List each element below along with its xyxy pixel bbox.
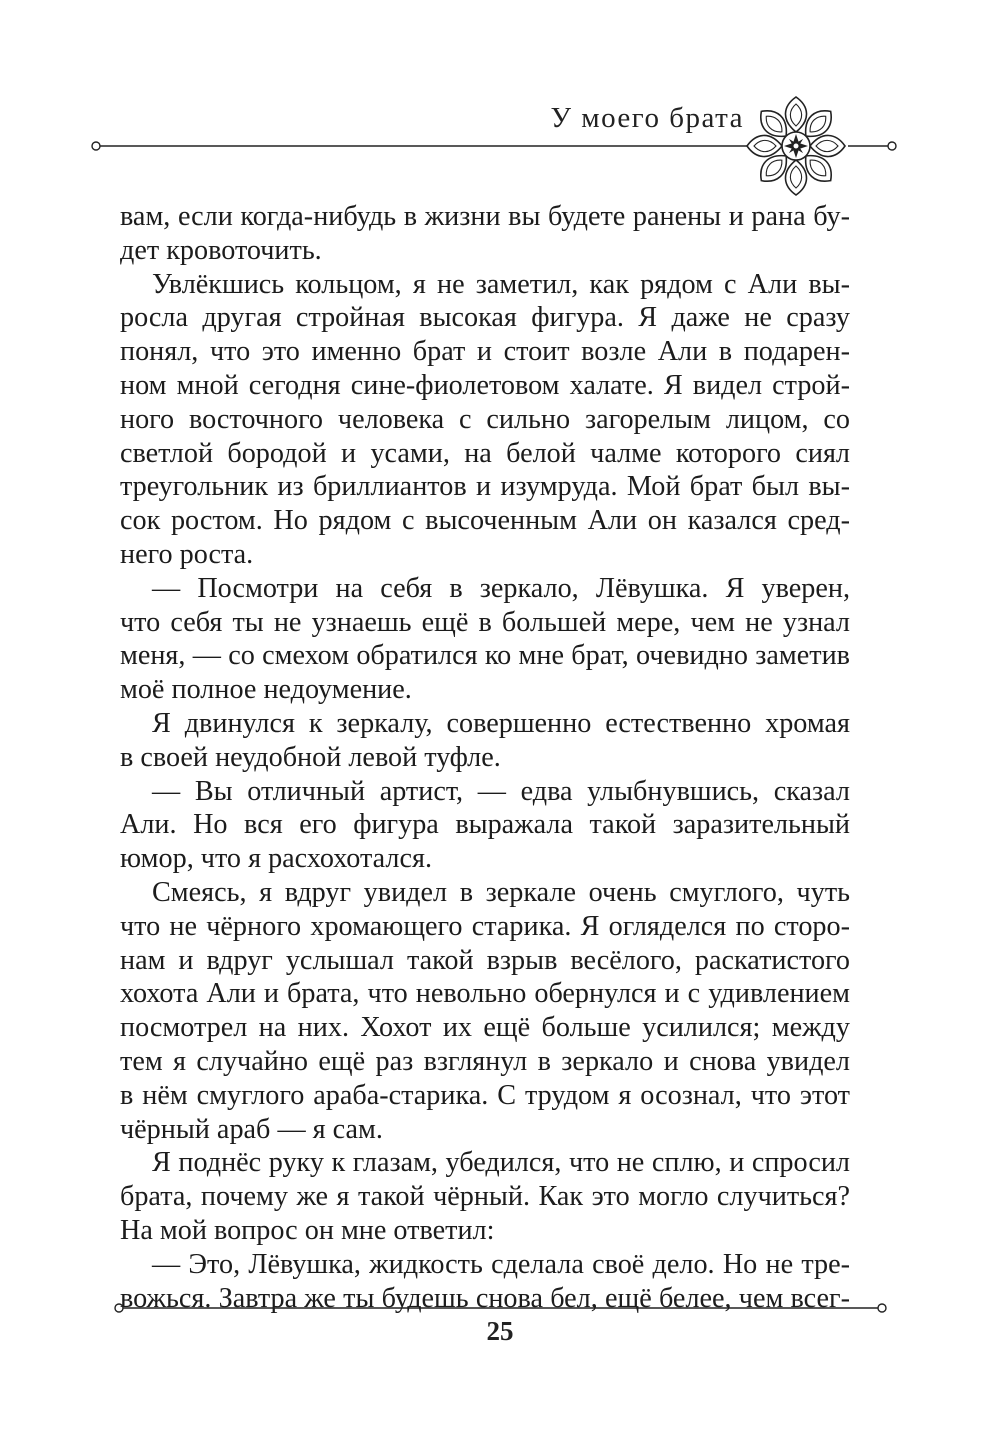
text-line: светлой бородой и усами, на белой чалме которого сиял (120, 437, 850, 469)
text-line: Увлёкшись кольцом, я не заметил, как рядом с Али вы- (152, 268, 850, 300)
text-line: что не чёрного хромающего старика. Я огляделся по сторо- (120, 910, 850, 942)
text-line: — Вы отличный артист, — едва улыбнувшись, сказал (152, 775, 850, 807)
text-line: чёрный араб — я сам. (120, 1113, 383, 1145)
text-line: ного восточного человека с сильно загорелым лицом, со (120, 403, 850, 435)
text-line: сок ростом. Но рядом с высоченным Али он казался сред- (120, 505, 850, 537)
body-text (120, 200, 850, 1315)
text-line: — Посмотри на себя в зеркало, Лёвушка. Я уверен, (152, 572, 850, 604)
text-line: треугольник из бриллиантов и изумруда. Мой брат был вы- (120, 471, 850, 503)
text-line: нам и вдруг услышал такой взрыв весёлого, раскатистого (120, 944, 850, 976)
running-header-title: У моего брата (550, 102, 744, 134)
text-line: юмор, что я расхохотался. (120, 843, 432, 875)
text-line: вам, если когда-нибудь в жизни вы будете ранены и рана бу- (120, 201, 850, 232)
text-line: него роста. (120, 538, 254, 570)
page-number: 25 (486, 1316, 514, 1346)
footer-rule (112, 1302, 892, 1314)
text-line: Я двинулся к зеркалу, совершенно естественно хромая (152, 707, 850, 739)
text-line: меня, — со смехом обратился ко мне брат, очевидно заметив (120, 640, 850, 672)
text-line: росла другая стройная высокая фигура. Я даже не сразу (120, 302, 850, 334)
text-line: в нём смуглого араба-старика. С трудом я осознал, что этот (120, 1079, 850, 1111)
text-line: посмотрел на них. Хохот их ещё больше усилился; между (120, 1012, 850, 1044)
text-line: — Это, Лёвушка, жидкость сделала своё дело. Но не тре- (152, 1248, 850, 1280)
text-line: На мой вопрос он мне ответил: (120, 1214, 495, 1246)
text-line: Смеясь, я вдруг увидел в зеркале очень смуглого, чуть (152, 876, 850, 908)
text-line: моё полное недоумение. (120, 674, 412, 706)
text-line: что себя ты не узнаешь ещё в большей мере, чем не узнал (120, 606, 850, 638)
text-line: Али. Но вся его фигура выражала такой заразительный (120, 809, 850, 841)
text-line: Я поднёс руку к глазам, убедился, что не сплю, и спросил (152, 1147, 850, 1179)
header-rule (88, 140, 1000, 154)
text-line: дет кровоточить. (120, 234, 322, 266)
text-line: вожься. Завтра же ты будешь снова бел, ещё белее, чем всег- (120, 1282, 850, 1314)
text-line: ном мной сегодня сине-фиолетовом халате. Я видел строй- (120, 369, 850, 401)
text-line: хохота Али и брата, что невольно обернулся и с удивлением (120, 978, 850, 1010)
text-line: понял, что это именно брат и стоит возле Али в подарен- (120, 336, 850, 368)
text-line: тем я случайно ещё раз взглянул в зеркало и снова увидел (120, 1045, 850, 1077)
lotus-mandala-icon (744, 94, 848, 198)
text-line: брата, почему же я такой чёрный. Как это могло случиться? (120, 1181, 850, 1213)
text-line: в своей неудобной левой туфле. (120, 741, 501, 773)
